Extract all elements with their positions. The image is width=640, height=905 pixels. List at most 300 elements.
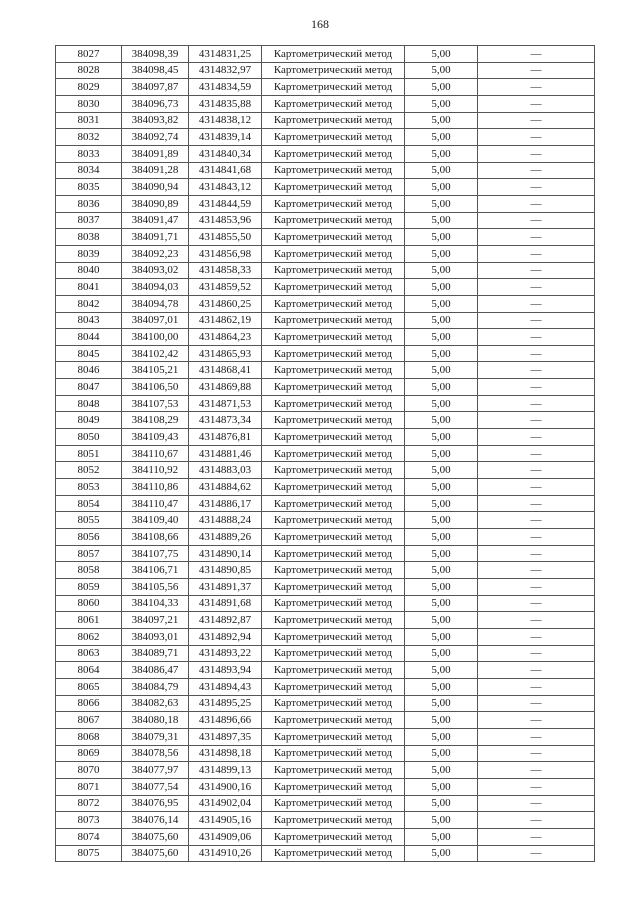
y-coordinate-cell: 4314841,68 (189, 162, 262, 179)
note-cell: — (478, 195, 595, 212)
x-coordinate-cell: 384076,95 (122, 795, 189, 812)
y-coordinate-cell: 4314839,14 (189, 129, 262, 146)
point-number-cell: 8027 (56, 46, 122, 63)
note-cell: — (478, 562, 595, 579)
method-cell: Картометрический метод (262, 329, 405, 346)
method-cell: Картометрический метод (262, 312, 405, 329)
coordinates-table (55, 45, 595, 862)
point-number-cell: 8033 (56, 145, 122, 162)
method-cell: Картометрический метод (262, 362, 405, 379)
table-row (56, 479, 595, 496)
table-row (56, 229, 595, 246)
accuracy-cell: 5,00 (405, 595, 478, 612)
point-number-cell: 8056 (56, 529, 122, 546)
x-coordinate-cell: 384110,67 (122, 445, 189, 462)
note-cell: — (478, 245, 595, 262)
point-number-cell: 8041 (56, 279, 122, 296)
point-number-cell: 8065 (56, 678, 122, 695)
table-row (56, 345, 595, 362)
x-coordinate-cell: 384106,50 (122, 379, 189, 396)
accuracy-cell: 5,00 (405, 79, 478, 96)
note-cell: — (478, 429, 595, 446)
note-cell: — (478, 179, 595, 196)
y-coordinate-cell: 4314868,41 (189, 362, 262, 379)
point-number-cell: 8042 (56, 295, 122, 312)
table-row (56, 662, 595, 679)
table-row (56, 79, 595, 96)
method-cell: Картометрический метод (262, 429, 405, 446)
table-row (56, 812, 595, 829)
accuracy-cell: 5,00 (405, 112, 478, 129)
table-row (56, 462, 595, 479)
method-cell: Картометрический метод (262, 345, 405, 362)
table-row (56, 529, 595, 546)
accuracy-cell: 5,00 (405, 778, 478, 795)
table-row (56, 362, 595, 379)
accuracy-cell: 5,00 (405, 545, 478, 562)
point-number-cell: 8052 (56, 462, 122, 479)
point-number-cell: 8050 (56, 429, 122, 446)
y-coordinate-cell: 4314831,25 (189, 46, 262, 63)
note-cell: — (478, 595, 595, 612)
y-coordinate-cell: 4314859,52 (189, 279, 262, 296)
x-coordinate-cell: 384090,89 (122, 195, 189, 212)
point-number-cell: 8074 (56, 828, 122, 845)
accuracy-cell: 5,00 (405, 462, 478, 479)
x-coordinate-cell: 384102,42 (122, 345, 189, 362)
table-row (56, 745, 595, 762)
accuracy-cell: 5,00 (405, 762, 478, 779)
y-coordinate-cell: 4314902,04 (189, 795, 262, 812)
y-coordinate-cell: 4314884,62 (189, 479, 262, 496)
x-coordinate-cell: 384077,97 (122, 762, 189, 779)
y-coordinate-cell: 4314896,66 (189, 712, 262, 729)
note-cell: — (478, 579, 595, 596)
y-coordinate-cell: 4314862,19 (189, 312, 262, 329)
point-number-cell: 8044 (56, 329, 122, 346)
x-coordinate-cell: 384089,71 (122, 645, 189, 662)
note-cell: — (478, 462, 595, 479)
table-row (56, 295, 595, 312)
note-cell: — (478, 312, 595, 329)
y-coordinate-cell: 4314898,18 (189, 745, 262, 762)
x-coordinate-cell: 384092,74 (122, 129, 189, 146)
method-cell: Картометрический метод (262, 46, 405, 63)
point-number-cell: 8057 (56, 545, 122, 562)
accuracy-cell: 5,00 (405, 445, 478, 462)
note-cell: — (478, 345, 595, 362)
x-coordinate-cell: 384098,39 (122, 46, 189, 63)
point-number-cell: 8043 (56, 312, 122, 329)
y-coordinate-cell: 4314891,37 (189, 579, 262, 596)
point-number-cell: 8035 (56, 179, 122, 196)
method-cell: Картометрический метод (262, 79, 405, 96)
accuracy-cell: 5,00 (405, 628, 478, 645)
note-cell: — (478, 529, 595, 546)
note-cell: — (478, 212, 595, 229)
x-coordinate-cell: 384078,56 (122, 745, 189, 762)
y-coordinate-cell: 4314892,94 (189, 628, 262, 645)
x-coordinate-cell: 384107,53 (122, 395, 189, 412)
table-row (56, 762, 595, 779)
note-cell: — (478, 845, 595, 862)
method-cell: Картометрический метод (262, 645, 405, 662)
y-coordinate-cell: 4314886,17 (189, 495, 262, 512)
x-coordinate-cell: 384109,43 (122, 429, 189, 446)
point-number-cell: 8055 (56, 512, 122, 529)
y-coordinate-cell: 4314844,59 (189, 195, 262, 212)
table-row (56, 195, 595, 212)
point-number-cell: 8036 (56, 195, 122, 212)
accuracy-cell: 5,00 (405, 828, 478, 845)
table-row (56, 245, 595, 262)
note-cell: — (478, 445, 595, 462)
x-coordinate-cell: 384110,92 (122, 462, 189, 479)
method-cell: Картометрический метод (262, 628, 405, 645)
y-coordinate-cell: 4314888,24 (189, 512, 262, 529)
table-row (56, 329, 595, 346)
method-cell: Картометрический метод (262, 262, 405, 279)
y-coordinate-cell: 4314843,12 (189, 179, 262, 196)
note-cell: — (478, 112, 595, 129)
accuracy-cell: 5,00 (405, 62, 478, 79)
table-row (56, 778, 595, 795)
accuracy-cell: 5,00 (405, 579, 478, 596)
accuracy-cell: 5,00 (405, 379, 478, 396)
point-number-cell: 8066 (56, 695, 122, 712)
note-cell: — (478, 329, 595, 346)
accuracy-cell: 5,00 (405, 312, 478, 329)
point-number-cell: 8072 (56, 795, 122, 812)
method-cell: Картометрический метод (262, 812, 405, 829)
point-number-cell: 8059 (56, 579, 122, 596)
point-number-cell: 8064 (56, 662, 122, 679)
accuracy-cell: 5,00 (405, 212, 478, 229)
y-coordinate-cell: 4314871,53 (189, 395, 262, 412)
point-number-cell: 8029 (56, 79, 122, 96)
table-row (56, 712, 595, 729)
method-cell: Картометрический метод (262, 129, 405, 146)
method-cell: Картометрический метод (262, 595, 405, 612)
x-coordinate-cell: 384110,86 (122, 479, 189, 496)
method-cell: Картометрический метод (262, 195, 405, 212)
x-coordinate-cell: 384096,73 (122, 95, 189, 112)
accuracy-cell: 5,00 (405, 645, 478, 662)
accuracy-cell: 5,00 (405, 678, 478, 695)
method-cell: Картометрический метод (262, 512, 405, 529)
method-cell: Картометрический метод (262, 612, 405, 629)
x-coordinate-cell: 384090,94 (122, 179, 189, 196)
accuracy-cell: 5,00 (405, 162, 478, 179)
x-coordinate-cell: 384086,47 (122, 662, 189, 679)
y-coordinate-cell: 4314895,25 (189, 695, 262, 712)
x-coordinate-cell: 384091,28 (122, 162, 189, 179)
note-cell: — (478, 62, 595, 79)
accuracy-cell: 5,00 (405, 46, 478, 63)
table-row (56, 545, 595, 562)
x-coordinate-cell: 384094,03 (122, 279, 189, 296)
accuracy-cell: 5,00 (405, 728, 478, 745)
accuracy-cell: 5,00 (405, 245, 478, 262)
accuracy-cell: 5,00 (405, 262, 478, 279)
accuracy-cell: 5,00 (405, 795, 478, 812)
method-cell: Картометрический метод (262, 295, 405, 312)
point-number-cell: 8063 (56, 645, 122, 662)
method-cell: Картометрический метод (262, 778, 405, 795)
point-number-cell: 8068 (56, 728, 122, 745)
accuracy-cell: 5,00 (405, 279, 478, 296)
y-coordinate-cell: 4314897,35 (189, 728, 262, 745)
table-row (56, 562, 595, 579)
note-cell: — (478, 412, 595, 429)
point-number-cell: 8067 (56, 712, 122, 729)
table-row (56, 728, 595, 745)
accuracy-cell: 5,00 (405, 395, 478, 412)
point-number-cell: 8062 (56, 628, 122, 645)
x-coordinate-cell: 384108,29 (122, 412, 189, 429)
y-coordinate-cell: 4314894,43 (189, 678, 262, 695)
note-cell: — (478, 628, 595, 645)
y-coordinate-cell: 4314892,87 (189, 612, 262, 629)
point-number-cell: 8058 (56, 562, 122, 579)
note-cell: — (478, 745, 595, 762)
accuracy-cell: 5,00 (405, 845, 478, 862)
note-cell: — (478, 145, 595, 162)
x-coordinate-cell: 384091,71 (122, 229, 189, 246)
note-cell: — (478, 46, 595, 63)
note-cell: — (478, 678, 595, 695)
y-coordinate-cell: 4314840,34 (189, 145, 262, 162)
method-cell: Картометрический метод (262, 162, 405, 179)
note-cell: — (478, 512, 595, 529)
x-coordinate-cell: 384104,33 (122, 595, 189, 612)
x-coordinate-cell: 384082,63 (122, 695, 189, 712)
point-number-cell: 8053 (56, 479, 122, 496)
y-coordinate-cell: 4314910,26 (189, 845, 262, 862)
accuracy-cell: 5,00 (405, 362, 478, 379)
note-cell: — (478, 662, 595, 679)
table-row (56, 46, 595, 63)
method-cell: Картометрический метод (262, 728, 405, 745)
x-coordinate-cell: 384079,31 (122, 728, 189, 745)
point-number-cell: 8061 (56, 612, 122, 629)
table-row (56, 845, 595, 862)
point-number-cell: 8049 (56, 412, 122, 429)
table-row (56, 695, 595, 712)
y-coordinate-cell: 4314891,68 (189, 595, 262, 612)
table-row (56, 312, 595, 329)
y-coordinate-cell: 4314890,14 (189, 545, 262, 562)
point-number-cell: 8045 (56, 345, 122, 362)
accuracy-cell: 5,00 (405, 95, 478, 112)
method-cell: Картометрический метод (262, 545, 405, 562)
table-row (56, 612, 595, 629)
method-cell: Картометрический метод (262, 562, 405, 579)
y-coordinate-cell: 4314858,33 (189, 262, 262, 279)
y-coordinate-cell: 4314905,16 (189, 812, 262, 829)
y-coordinate-cell: 4314855,50 (189, 229, 262, 246)
table-row (56, 678, 595, 695)
x-coordinate-cell: 384107,75 (122, 545, 189, 562)
y-coordinate-cell: 4314838,12 (189, 112, 262, 129)
table-row (56, 62, 595, 79)
note-cell: — (478, 545, 595, 562)
note-cell: — (478, 812, 595, 829)
point-number-cell: 8030 (56, 95, 122, 112)
table-row (56, 379, 595, 396)
x-coordinate-cell: 384097,21 (122, 612, 189, 629)
accuracy-cell: 5,00 (405, 429, 478, 446)
note-cell: — (478, 695, 595, 712)
note-cell: — (478, 495, 595, 512)
x-coordinate-cell: 384093,01 (122, 628, 189, 645)
method-cell: Картометрический метод (262, 529, 405, 546)
method-cell: Картометрический метод (262, 745, 405, 762)
note-cell: — (478, 362, 595, 379)
table-row (56, 279, 595, 296)
method-cell: Картометрический метод (262, 762, 405, 779)
accuracy-cell: 5,00 (405, 612, 478, 629)
accuracy-cell: 5,00 (405, 745, 478, 762)
table-row (56, 395, 595, 412)
note-cell: — (478, 395, 595, 412)
y-coordinate-cell: 4314860,25 (189, 295, 262, 312)
y-coordinate-cell: 4314893,22 (189, 645, 262, 662)
accuracy-cell: 5,00 (405, 695, 478, 712)
method-cell: Картометрический метод (262, 462, 405, 479)
x-coordinate-cell: 384100,00 (122, 329, 189, 346)
accuracy-cell: 5,00 (405, 295, 478, 312)
point-number-cell: 8060 (56, 595, 122, 612)
x-coordinate-cell: 384108,66 (122, 529, 189, 546)
y-coordinate-cell: 4314864,23 (189, 329, 262, 346)
table-row (56, 795, 595, 812)
method-cell: Картометрический метод (262, 395, 405, 412)
note-cell: — (478, 712, 595, 729)
table-row (56, 112, 595, 129)
accuracy-cell: 5,00 (405, 195, 478, 212)
note-cell: — (478, 279, 595, 296)
note-cell: — (478, 129, 595, 146)
x-coordinate-cell: 384094,78 (122, 295, 189, 312)
x-coordinate-cell: 384098,45 (122, 62, 189, 79)
accuracy-cell: 5,00 (405, 329, 478, 346)
point-number-cell: 8054 (56, 495, 122, 512)
y-coordinate-cell: 4314856,98 (189, 245, 262, 262)
method-cell: Картометрический метод (262, 712, 405, 729)
accuracy-cell: 5,00 (405, 529, 478, 546)
accuracy-cell: 5,00 (405, 662, 478, 679)
point-number-cell: 8046 (56, 362, 122, 379)
y-coordinate-cell: 4314865,93 (189, 345, 262, 362)
note-cell: — (478, 828, 595, 845)
x-coordinate-cell: 384084,79 (122, 678, 189, 695)
accuracy-cell: 5,00 (405, 179, 478, 196)
method-cell: Картометрический метод (262, 279, 405, 296)
note-cell: — (478, 795, 595, 812)
y-coordinate-cell: 4314869,88 (189, 379, 262, 396)
x-coordinate-cell: 384097,01 (122, 312, 189, 329)
accuracy-cell: 5,00 (405, 479, 478, 496)
table-row (56, 512, 595, 529)
x-coordinate-cell: 384097,87 (122, 79, 189, 96)
method-cell: Картометрический метод (262, 479, 405, 496)
method-cell: Картометрический метод (262, 62, 405, 79)
y-coordinate-cell: 4314889,26 (189, 529, 262, 546)
accuracy-cell: 5,00 (405, 512, 478, 529)
note-cell: — (478, 379, 595, 396)
x-coordinate-cell: 384105,56 (122, 579, 189, 596)
accuracy-cell: 5,00 (405, 712, 478, 729)
x-coordinate-cell: 384080,18 (122, 712, 189, 729)
table-row (56, 645, 595, 662)
table-row (56, 495, 595, 512)
x-coordinate-cell: 384075,60 (122, 828, 189, 845)
accuracy-cell: 5,00 (405, 129, 478, 146)
method-cell: Картометрический метод (262, 95, 405, 112)
note-cell: — (478, 262, 595, 279)
point-number-cell: 8048 (56, 395, 122, 412)
note-cell: — (478, 479, 595, 496)
method-cell: Картометрический метод (262, 795, 405, 812)
x-coordinate-cell: 384109,40 (122, 512, 189, 529)
x-coordinate-cell: 384106,71 (122, 562, 189, 579)
y-coordinate-cell: 4314881,46 (189, 445, 262, 462)
point-number-cell: 8032 (56, 129, 122, 146)
method-cell: Картометрический метод (262, 678, 405, 695)
x-coordinate-cell: 384076,14 (122, 812, 189, 829)
x-coordinate-cell: 384093,82 (122, 112, 189, 129)
note-cell: — (478, 162, 595, 179)
method-cell: Картометрический метод (262, 828, 405, 845)
point-number-cell: 8031 (56, 112, 122, 129)
table-row (56, 129, 595, 146)
accuracy-cell: 5,00 (405, 812, 478, 829)
y-coordinate-cell: 4314873,34 (189, 412, 262, 429)
point-number-cell: 8070 (56, 762, 122, 779)
method-cell: Картометрический метод (262, 245, 405, 262)
y-coordinate-cell: 4314853,96 (189, 212, 262, 229)
table-row (56, 412, 595, 429)
x-coordinate-cell: 384075,60 (122, 845, 189, 862)
point-number-cell: 8051 (56, 445, 122, 462)
method-cell: Картометрический метод (262, 212, 405, 229)
method-cell: Картометрический метод (262, 662, 405, 679)
point-number-cell: 8039 (56, 245, 122, 262)
accuracy-cell: 5,00 (405, 562, 478, 579)
x-coordinate-cell: 384093,02 (122, 262, 189, 279)
x-coordinate-cell: 384110,47 (122, 495, 189, 512)
point-number-cell: 8028 (56, 62, 122, 79)
x-coordinate-cell: 384077,54 (122, 778, 189, 795)
method-cell: Картометрический метод (262, 579, 405, 596)
table-row (56, 95, 595, 112)
table-row (56, 429, 595, 446)
y-coordinate-cell: 4314909,06 (189, 828, 262, 845)
method-cell: Картометрический метод (262, 845, 405, 862)
y-coordinate-cell: 4314834,59 (189, 79, 262, 96)
table-row (56, 179, 595, 196)
point-number-cell: 8071 (56, 778, 122, 795)
point-number-cell: 8034 (56, 162, 122, 179)
page-number: 168 (311, 17, 329, 31)
accuracy-cell: 5,00 (405, 495, 478, 512)
method-cell: Картометрический метод (262, 112, 405, 129)
note-cell: — (478, 645, 595, 662)
y-coordinate-cell: 4314890,85 (189, 562, 262, 579)
table-row (56, 595, 595, 612)
table-row (56, 212, 595, 229)
